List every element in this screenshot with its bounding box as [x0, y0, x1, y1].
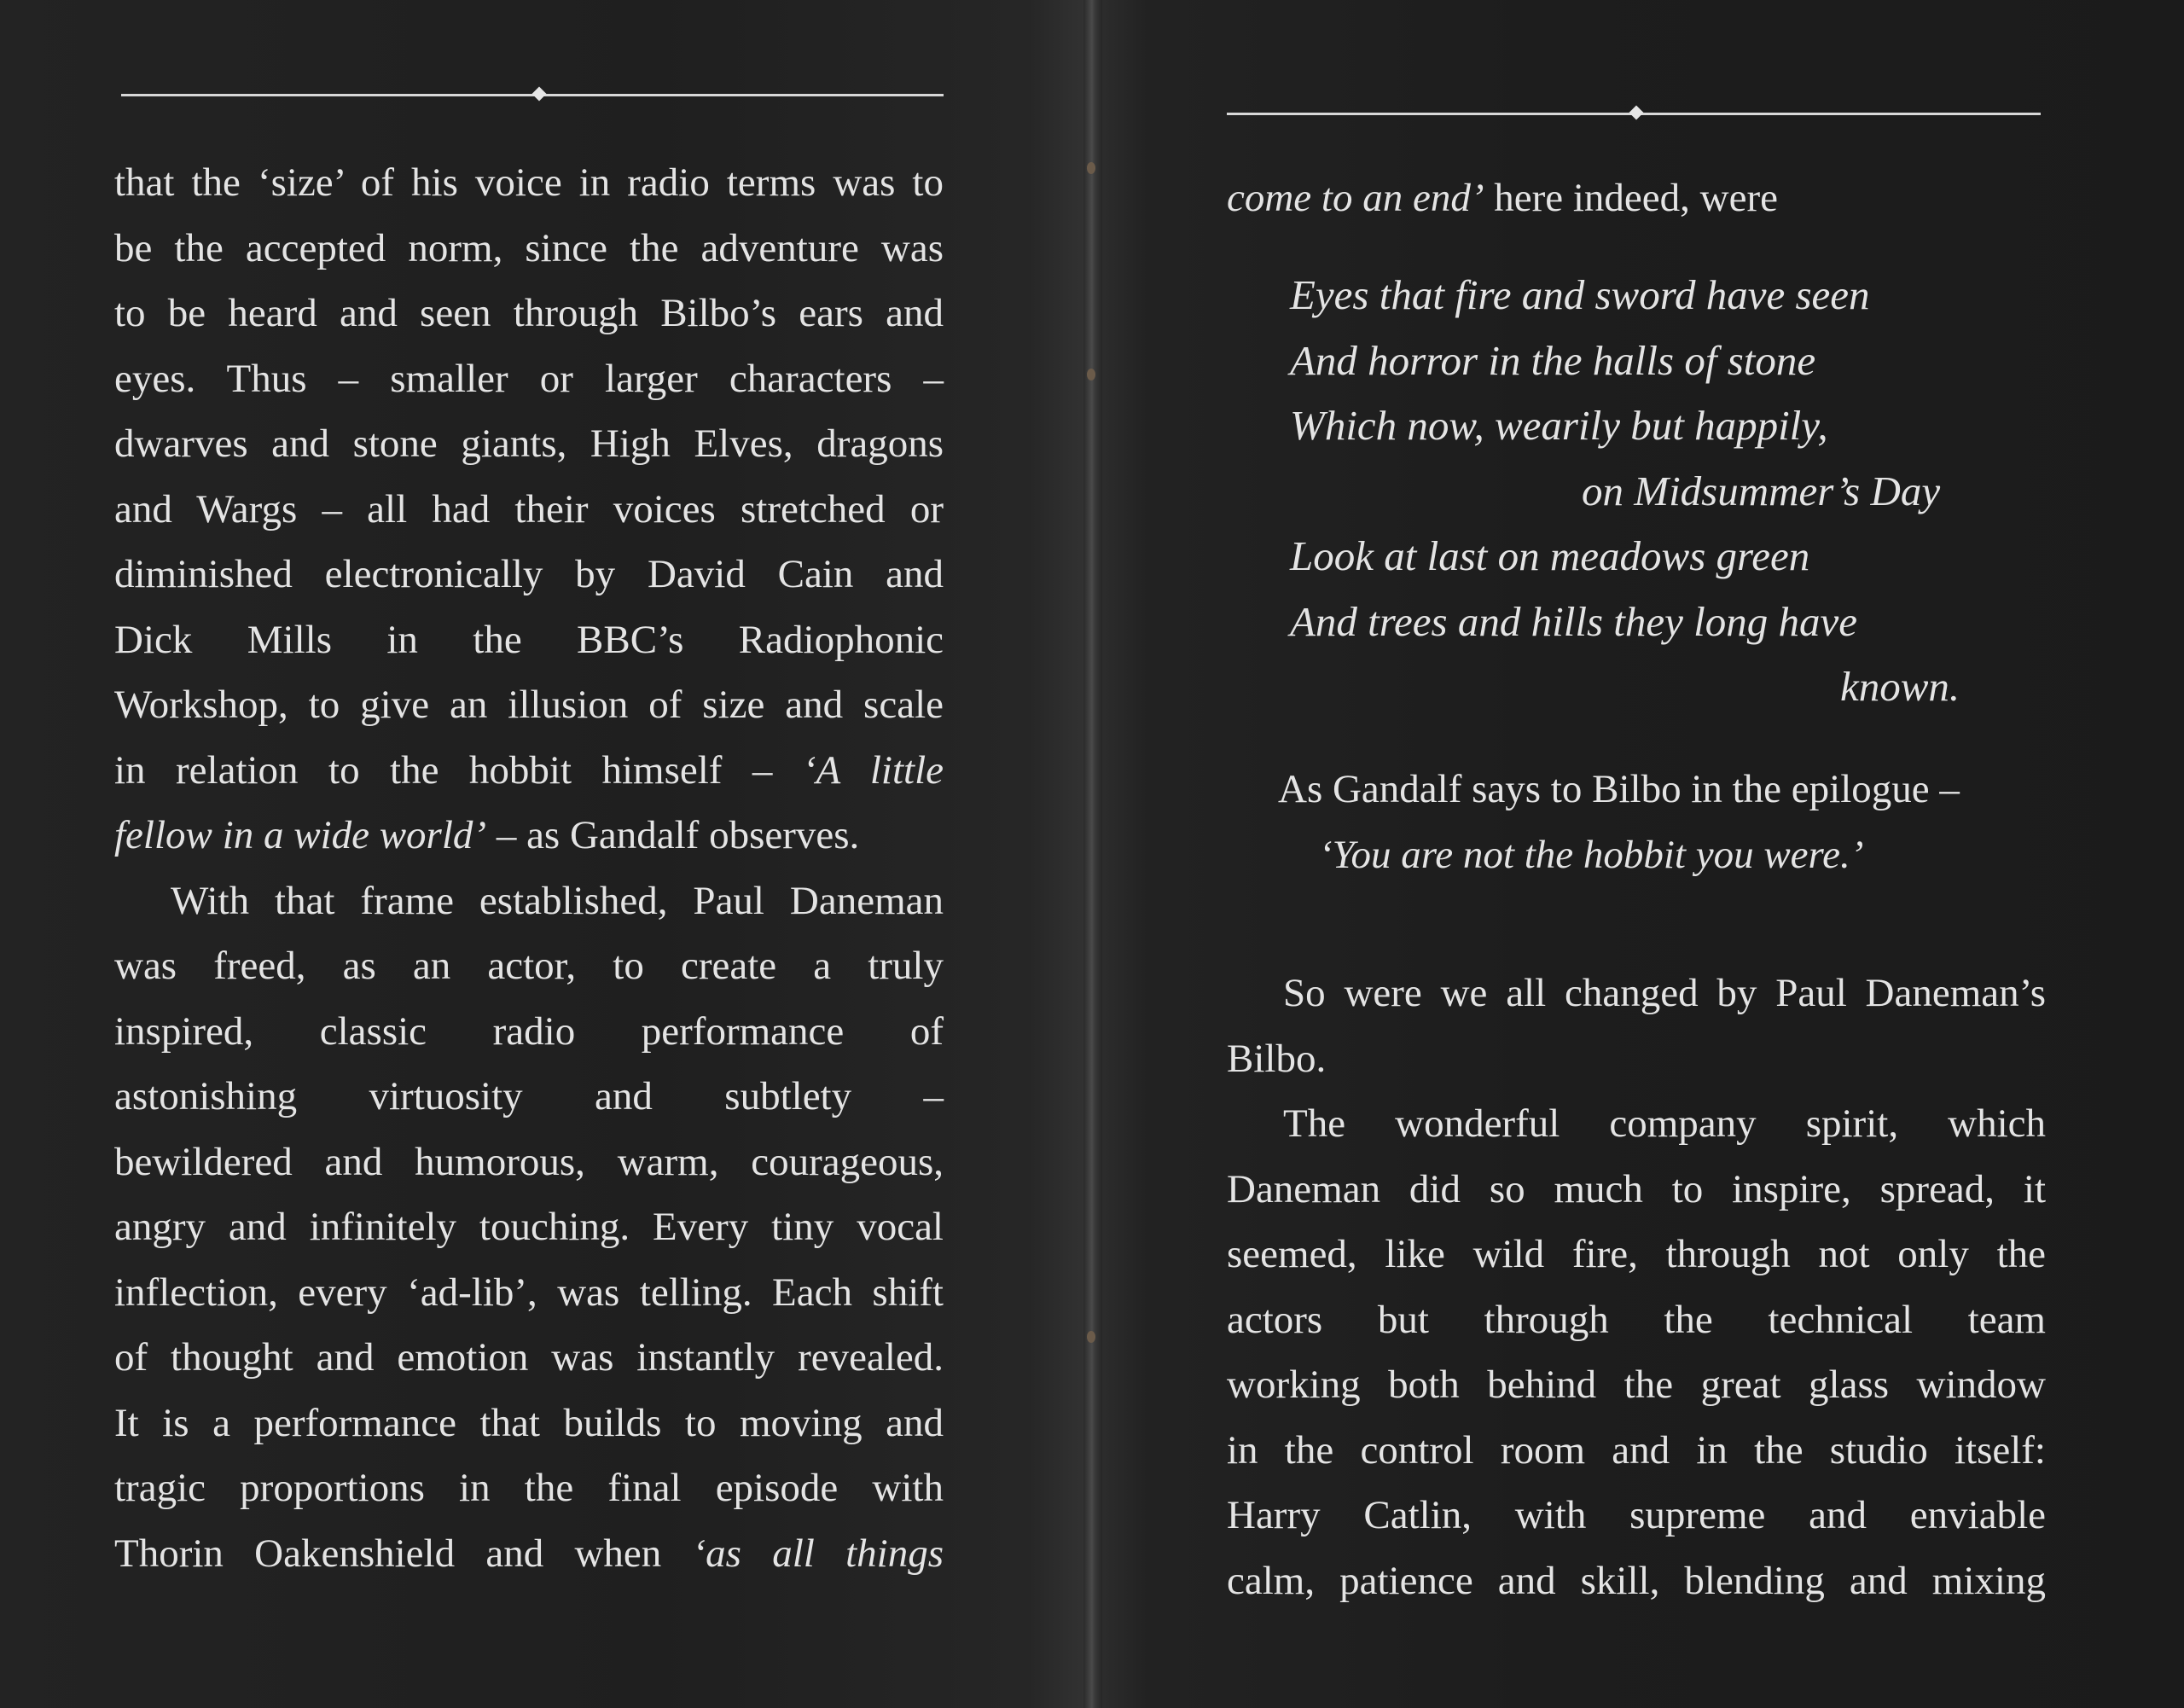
text-run: Thorin Oakenshield and when	[114, 1531, 693, 1576]
text-line: was freed, as an actor, to create a truly	[114, 944, 944, 988]
text-line: The wonderful company spirit, which	[1283, 1101, 2046, 1146]
paragraph-4	[1227, 1091, 2046, 1613]
text-run: here indeed, were	[1484, 176, 1778, 220]
paragraph-2	[114, 869, 944, 1587]
text-line: Dick Mills in the BBC’s Radiophonic	[114, 617, 944, 662]
text-line: inflection, every ‘ad-lib’, was telling. Each shift	[114, 1269, 944, 1315]
text-line: seemed, like wild fire, through not only the	[1227, 1232, 2046, 1276]
paragraph-3	[1227, 961, 2046, 1091]
binding-stitch	[1087, 162, 1095, 174]
italic-quote: ‘A little	[802, 747, 944, 793]
text-line: bewildered and humorous, warm, courageous,	[114, 1139, 944, 1184]
text-line: of thought and emotion was instantly revealed.	[114, 1335, 944, 1380]
text-line: that the ‘size’ of his voice in radio terms was to	[114, 160, 944, 205]
binding-stitch	[1087, 1331, 1095, 1343]
text-line: tragic proportions in the final episode with	[114, 1466, 944, 1510]
paragraph-1	[114, 150, 944, 869]
text-line	[1227, 166, 2046, 231]
italic-quote: ‘You are not the hobbit you were.’	[1319, 832, 1864, 877]
left-page-body	[114, 150, 944, 1586]
italic-quote: ‘as all things	[692, 1531, 944, 1576]
verse-line: known.	[1840, 663, 1960, 710]
text-line: eyes. Thus – smaller or larger characters –	[114, 356, 944, 401]
text-line: be the accepted norm, since the adventure was	[114, 225, 944, 270]
text-line: actors but through the technical team	[1227, 1297, 2046, 1342]
text-line: working both behind the great glass window	[1227, 1362, 2046, 1407]
text-line: diminished electronically by David Cain and	[114, 552, 944, 596]
text-line: Harry Catlin, with supreme and enviable	[1227, 1493, 2046, 1537]
text-line	[114, 1521, 944, 1587]
text-line: With that frame established, Paul Daneman	[171, 878, 944, 923]
text-line: So were we all changed by Paul Daneman’s	[1283, 971, 2046, 1015]
poem-verse	[1290, 263, 2007, 720]
text-line: As Gandalf says to Bilbo in the epilogue –	[1278, 767, 1960, 811]
text-line: astonishing virtuosity and subtlety –	[114, 1074, 944, 1118]
text-line: Workshop, to give an illusion of size and scale	[114, 683, 944, 727]
verse-line: Look at last on meadows green	[1290, 532, 1810, 579]
text-line: Daneman did so much to inspire, spread, it	[1227, 1166, 2046, 1211]
right-page-body	[1227, 166, 2046, 231]
text-run: – as Gandalf observes.	[486, 813, 860, 857]
text-line: in the control room and in the studio itself:	[1227, 1427, 2046, 1473]
text-run: in relation to the hobbit himself –	[114, 747, 803, 793]
verse-line: Which now, wearily but happily,	[1290, 402, 1828, 449]
text-line: dwarves and stone giants, High Elves, dragons	[114, 421, 944, 466]
right-ornament-rule	[1227, 113, 2041, 115]
verse-line: And trees and hills they long have	[1290, 597, 1857, 645]
italic-quote: come to an end’	[1227, 176, 1484, 220]
text-line	[114, 803, 944, 869]
verse-line: And horror in the halls of stone	[1290, 336, 1816, 384]
left-ornament-rule	[121, 94, 944, 96]
page-gutter	[1083, 0, 1102, 1708]
text-line: and Wargs – all had their voices stretched or	[114, 486, 944, 532]
epilogue-quote	[1278, 757, 2029, 887]
verse-line: Eyes that fire and sword have seen	[1290, 271, 1870, 318]
text-line: Bilbo.	[1227, 1036, 1327, 1081]
text-line: angry and infinitely touching. Every tiny vocal	[114, 1205, 944, 1249]
right-page-continuation	[1227, 961, 2046, 1613]
text-line: to be heard and seen through Bilbo’s ears and	[114, 291, 944, 335]
text-line: calm, patience and skill, blending and mixing	[1227, 1558, 2046, 1603]
verse-line: on Midsummer’s Day	[1582, 467, 1941, 514]
text-line	[114, 738, 944, 804]
binding-stitch	[1087, 369, 1095, 381]
italic-quote: fellow in a wide world’	[114, 813, 487, 857]
text-line: It is a performance that builds to moving and	[114, 1400, 944, 1445]
text-line: inspired, classic radio performance of	[114, 1008, 944, 1054]
